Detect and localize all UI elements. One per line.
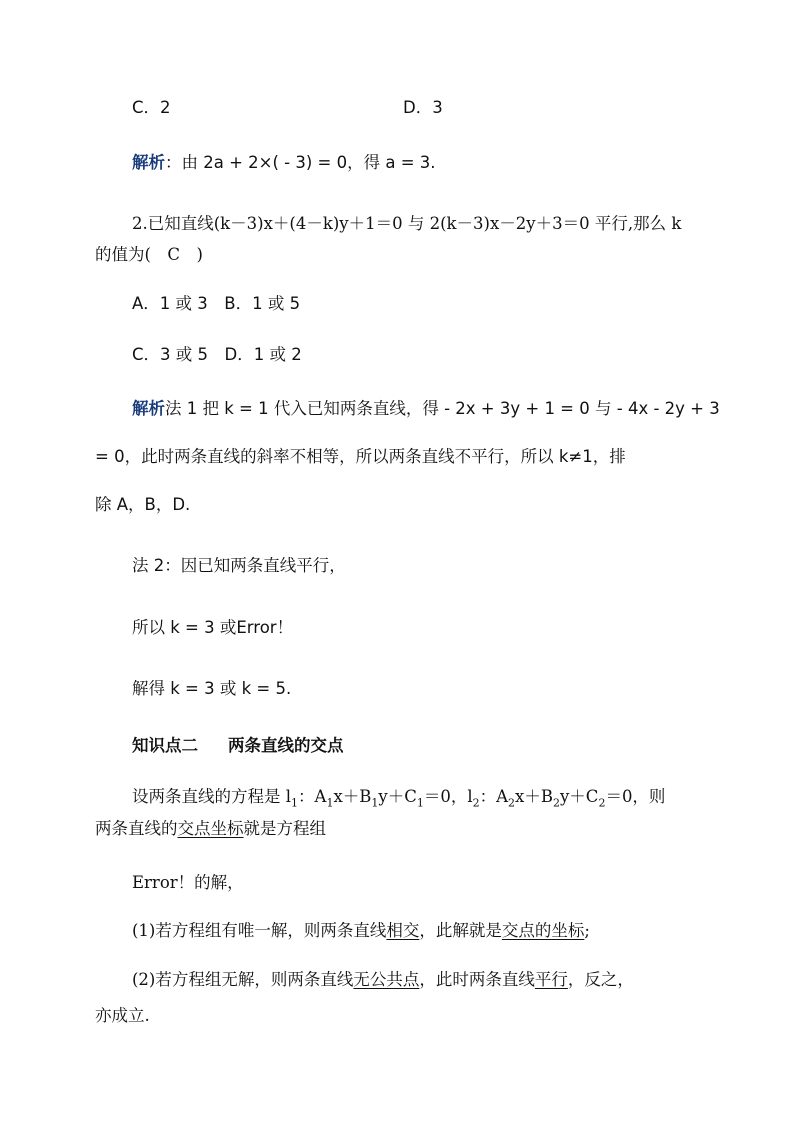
intersection-paragraph-line-1 xyxy=(132,786,665,814)
sub-2: 2 xyxy=(472,796,480,810)
analysis-label: 解析 xyxy=(132,153,165,172)
option-c: C．2 xyxy=(132,98,171,117)
p1-line2-prefix: 两条直线的 xyxy=(95,819,178,838)
item2-end: ，反之， xyxy=(567,970,634,989)
sub-1: 1 xyxy=(291,796,299,810)
p1-part2: ：A xyxy=(298,787,327,806)
option-d: D．3 xyxy=(403,98,443,117)
p1-part5: ＝0，l xyxy=(423,787,473,806)
p1-part1: 设两条直线的方程是 l xyxy=(132,787,292,806)
analysis-label: 解析 xyxy=(132,399,165,418)
solve-line: 解得 k = 3 或 k = 5. xyxy=(132,679,292,698)
so-line: 所以 k = 3 或Error！ xyxy=(132,618,294,637)
question-2-stem-line-2: 的值为( C ) xyxy=(95,245,203,264)
analysis-text: ：由 2a + 2×( - 3) = 0，得 a = 3. xyxy=(165,153,436,172)
rule-item-2 xyxy=(132,969,634,991)
sub-1: 1 xyxy=(371,796,379,810)
item2-prefix: (2)若方程组无解，则两条直线 xyxy=(132,970,354,989)
sub-1: 1 xyxy=(416,796,424,810)
sub-1: 1 xyxy=(326,796,334,810)
sub-2: 2 xyxy=(552,796,560,810)
question-2-stem-line-1: 2.已知直线(k－3)x＋(4－k)y＋1＝0 与 2(k－3)x－2y＋3＝0 平行,那么 k xyxy=(132,214,682,233)
p1-line2-suffix: 就是方程组 xyxy=(243,819,326,838)
analysis-line-1-text: 法 1 把 k = 1 代入已知两条直线，得 - 2x + 3y + 1 = 0 与 - 4x - 2y + 3 xyxy=(165,399,720,418)
method-2-line: 法 2：因已知两条直线平行， xyxy=(132,556,346,575)
p1-part7: x＋B xyxy=(515,787,553,806)
analysis-q2-line-1 xyxy=(132,398,720,420)
section-heading-right: 两条直线的交点 xyxy=(228,736,344,755)
sub-2: 2 xyxy=(598,796,606,810)
intersection-coordinate-term: 交点坐标 xyxy=(177,819,244,838)
p1-part9: ＝0，则 xyxy=(605,787,666,806)
intersection-paragraph-line-2 xyxy=(95,818,326,840)
p1-part8: y＋C xyxy=(559,787,599,806)
p1-part3: x＋B xyxy=(333,787,372,806)
analysis-q1 xyxy=(132,152,436,174)
intersect-term: 相交 xyxy=(386,921,420,940)
no-common-point-term: 无公共点 xyxy=(353,970,420,989)
p1-part4: y＋C xyxy=(378,787,417,806)
item1-mid: ，此解就是 xyxy=(419,921,502,940)
question-2-options-ab: A．1 或 3 B．1 或 5 xyxy=(132,294,301,313)
analysis-q2-line-2: = 0，此时两条直线的斜率不相等，所以两条直线不平行，所以 k≠1，排 xyxy=(95,447,626,466)
item1-end: ; xyxy=(584,921,590,940)
section-heading-left: 知识点二 xyxy=(132,736,198,755)
analysis-q2-line-3: 除 A，B，D. xyxy=(95,495,191,514)
sub-2: 2 xyxy=(508,796,516,810)
rule-item-2-line-2: 亦成立. xyxy=(95,1006,150,1025)
parallel-term: 平行 xyxy=(534,970,568,989)
item2-mid: ，此时两条直线 xyxy=(419,970,535,989)
question-2-options-cd: C．3 或 5 D．1 或 2 xyxy=(132,345,302,364)
p1-part6: ：A xyxy=(479,787,509,806)
intersection-point-term: 交点的坐标 xyxy=(501,921,585,940)
item1-prefix: (1)若方程组有唯一解，则两条直线 xyxy=(132,921,387,940)
error-line: Error！的解， xyxy=(132,873,244,892)
rule-item-1 xyxy=(132,920,590,942)
